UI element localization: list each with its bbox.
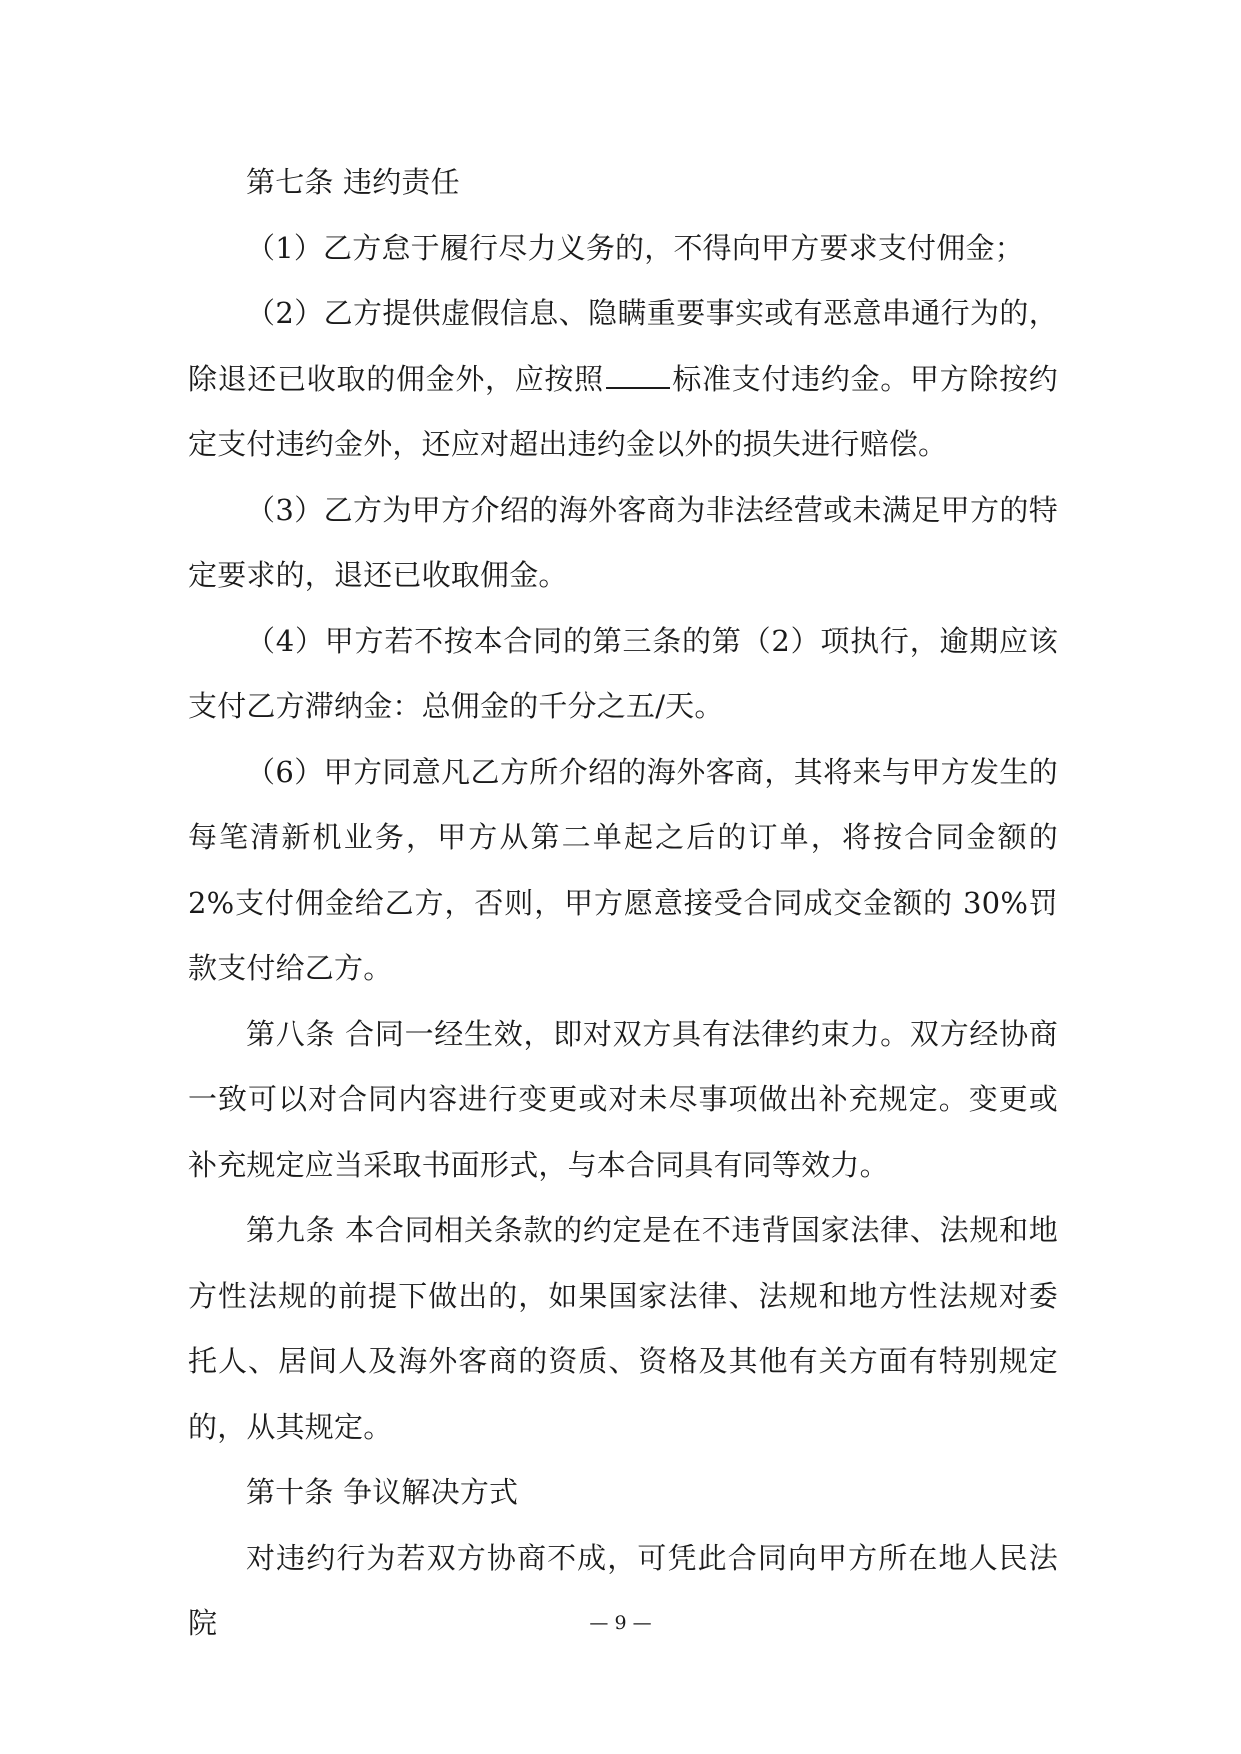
article-7-clause-6: （6）甲方同意凡乙方所介绍的海外客商，其将来与甲方发生的每笔清新机业务，甲方从第二单起之后的订单，将按合同金额的 2%支付佣金给乙方，否则，甲方愿意接受合同成交金额的 30%罚款支付给乙方。 [188,754,1058,985]
article-8: 第八条 合同一经生效，即对双方具有法律约束力。双方经协商一致可以对合同内容进行变更或对未尽事项做出补充规定。变更或补充规定应当采取书面形式，与本合同具有同等效力。 [188,1016,1058,1182]
document-body [188,150,1058,1657]
clause-2-text-after-blank: 标准支付违约金。甲方除按约定支付违约金外，还应对超出违约金以外的损失进行赔偿。 [188,361,1058,461]
article-7-clause-2 [188,281,1058,478]
clause-2-text-before-blank: （2）乙方提供虚假信息、隐瞒重要事实或有恶意串通行为的，除退还已收取的佣金外，应按照 [188,296,1058,396]
article-10-heading: 第十条 争议解决方式 [246,1475,519,1509]
page-number: — 9 — [589,1612,652,1634]
article-7-heading: 第七条 违约责任 [246,165,460,199]
article-9: 第九条 本合同相关条款的约定是在不违背国家法律、法规和地方性法规的前提下做出的，如果国家法律、法规和地方性法规对委托人、居间人及海外客商的资质、资格及其他有关方面有特别规定的，从其规定。 [188,1213,1058,1444]
fill-in-blank [606,363,670,389]
article-7-clause-3: （3）乙方为甲方介绍的海外客商为非法经营或未满足甲方的特定要求的，退还已收取佣金。 [188,492,1058,592]
article-10-body: 对违约行为若双方协商不成，可凭此合同向甲方所在地人民法院 [188,1540,1058,1640]
article-7-clause-4: （4）甲方若不按本合同的第三条的第（2）项执行，逾期应该支付乙方滞纳金：总佣金的千分之五/天。 [188,623,1058,723]
article-7-clause-1: （1）乙方怠于履行尽力义务的，不得向甲方要求支付佣金； [246,230,1024,265]
